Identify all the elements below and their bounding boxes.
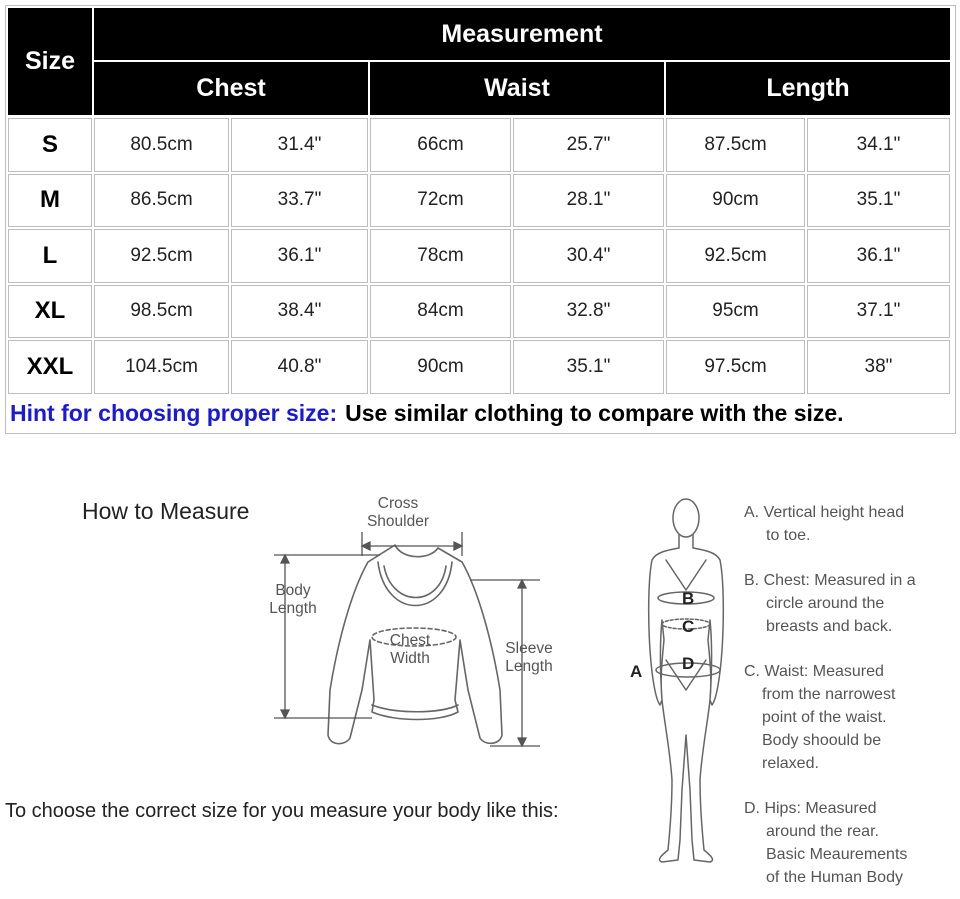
table-cell: 80.5cm — [94, 118, 229, 172]
table-cell: 28.1" — [513, 174, 664, 228]
sleeve-length-label — [496, 640, 562, 676]
note-c-line-4: Body shoould be — [762, 732, 882, 749]
table-cell: 95cm — [666, 285, 805, 339]
table-cell: 66cm — [370, 118, 511, 172]
size-label: L — [8, 229, 92, 283]
table-cell: 30.4" — [513, 229, 664, 283]
note-c-line-1: C. Waist: Measured — [744, 663, 884, 680]
note-d-line-3: Basic Meaurements — [766, 846, 908, 863]
waist-header: Waist — [370, 62, 664, 115]
note-c-line-2: from the narrowest — [762, 686, 896, 703]
table-cell: 36.1" — [231, 229, 368, 283]
note-b-line-1: B. Chest: Measured in a — [744, 572, 916, 589]
size-header: Size — [8, 8, 92, 115]
chest-header: Chest — [94, 62, 368, 115]
table-cell: 34.1" — [807, 118, 950, 172]
note-c — [744, 660, 895, 775]
note-d-line-2: around the rear. — [766, 823, 879, 840]
label-a: A — [630, 662, 643, 681]
length-header: Length — [666, 62, 950, 115]
note-a-line-1: A. Vertical height head — [744, 504, 905, 521]
body-length-line-2: Length — [269, 600, 317, 617]
table-cell: 36.1" — [807, 229, 950, 283]
table-cell: 84cm — [370, 285, 511, 339]
size-label: M — [8, 174, 92, 228]
table-cell: 40.8" — [231, 340, 368, 394]
note-a-line-2: to toe. — [766, 527, 811, 544]
note-b-line-2: circle around the — [766, 595, 885, 612]
table-cell: 31.4" — [231, 118, 368, 172]
chest-width-label — [378, 632, 442, 668]
table-cell: 98.5cm — [94, 285, 229, 339]
cross-shoulder-line-1: Cross — [377, 495, 419, 512]
table-cell: 35.1" — [513, 340, 664, 394]
table-cell: 87.5cm — [666, 118, 805, 172]
table-cell: 78cm — [370, 229, 511, 283]
table-cell: 25.7" — [513, 118, 664, 172]
note-d-line-4: of the Human Body — [766, 869, 903, 886]
label-c: C — [682, 617, 695, 636]
note-c-line-5: relaxed. — [762, 755, 819, 772]
table-cell: 33.7" — [231, 174, 368, 228]
size-hint — [10, 395, 950, 431]
how-to-measure-title: How to Measure — [82, 498, 250, 524]
choose-size-text: To choose the correct size for you measure your body like this: — [5, 800, 559, 822]
table-cell: 86.5cm — [94, 174, 229, 228]
table-cell: 92.5cm — [94, 229, 229, 283]
size-label: XXL — [8, 340, 92, 394]
note-b-line-3: breasts and back. — [766, 618, 893, 635]
label-b: B — [682, 589, 695, 608]
table-cell: 32.8" — [513, 285, 664, 339]
measurement-header: Measurement — [94, 8, 950, 60]
table-cell: 90cm — [666, 174, 805, 228]
table-cell: 38.4" — [231, 285, 368, 339]
table-cell: 37.1" — [807, 285, 950, 339]
body-length-label — [260, 582, 326, 618]
cross-shoulder-label — [366, 495, 430, 531]
note-c-line-3: point of the waist. — [762, 709, 887, 726]
note-a — [744, 501, 904, 547]
table-cell: 97.5cm — [666, 340, 805, 394]
note-d — [744, 797, 907, 889]
table-cell: 72cm — [370, 174, 511, 228]
table-cell: 38" — [807, 340, 950, 394]
cross-shoulder-line-2: Shoulder — [366, 513, 430, 530]
note-b — [744, 569, 916, 638]
body-length-line-1: Body — [275, 582, 311, 599]
chest-width-line-1: Chest — [389, 632, 431, 649]
size-table — [5, 5, 956, 434]
chest-width-line-2: Width — [390, 650, 430, 667]
sleeve-length-line-1: Sleeve — [505, 640, 553, 657]
table-cell: 92.5cm — [666, 229, 805, 283]
table-cell: 90cm — [370, 340, 511, 394]
body-figure — [640, 495, 730, 870]
table-cell: 35.1" — [807, 174, 950, 228]
hint-label: Hint for choosing proper size: — [10, 399, 338, 426]
sleeve-length-line-2: Length — [505, 658, 553, 675]
size-label: S — [8, 118, 92, 172]
label-d: D — [682, 654, 695, 673]
hint-text: Use similar clothing to compare with the size. — [345, 399, 844, 426]
table-cell: 104.5cm — [94, 340, 229, 394]
note-d-line-1: D. Hips: Measured — [744, 800, 877, 817]
size-label: XL — [8, 285, 92, 339]
